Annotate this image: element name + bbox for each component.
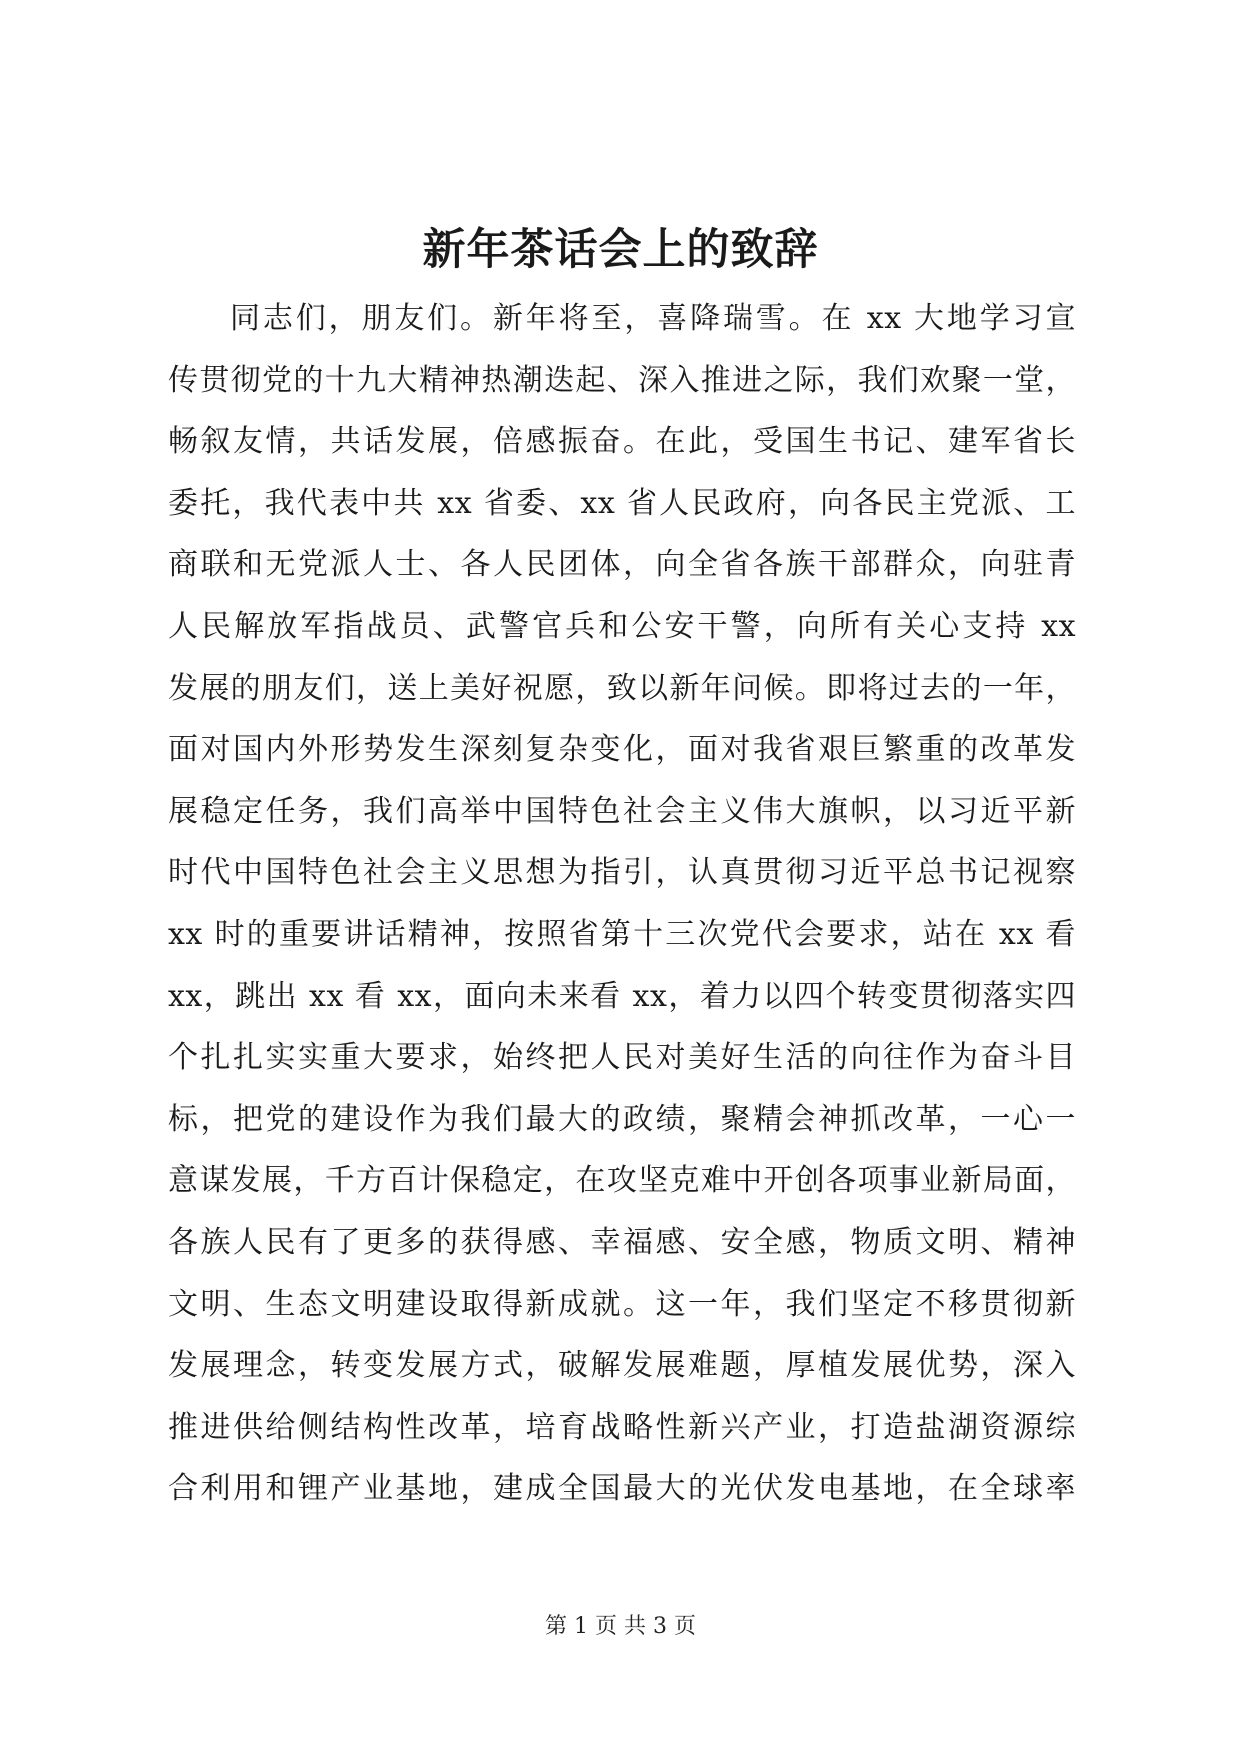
- text-line: 各族人民有了更多的获得感、幸福感、安全感，物质文明、精神: [168, 1224, 1076, 1260]
- text-line: 商联和无党派人士、各人民团体，向全省各族干部群众，向驻青: [168, 547, 1076, 583]
- text-line: 畅叙友情，共话发展，倍感振奋。在此，受国生书记、建军省长: [168, 424, 1076, 460]
- text-line: 同志们，朋友们。新年将至，喜降瑞雪。在 xx 大地学习宣: [230, 301, 1076, 336]
- text-line: 推进供给侧结构性改革，培育战略性新兴产业，打造盐湖资源综: [168, 1409, 1076, 1445]
- text-line: xx，跳出 xx 看 xx，面向未来看 xx，着力以四个转变贯彻落实四: [168, 978, 1076, 1014]
- text-line: 发展理念，转变发展方式，破解发展难题，厚植发展优势，深入: [168, 1348, 1076, 1384]
- text-line: 合利用和锂产业基地，建成全国最大的光伏发电基地，在全球率: [168, 1471, 1076, 1507]
- text-line: 发展的朋友们，送上美好祝愿，致以新年问候。即将过去的一年，: [168, 670, 1076, 706]
- document-title: 新年茶话会上的致辞: [422, 225, 819, 275]
- text-line: 时代中国特色社会主义思想为指引，认真贯彻习近平总书记视察: [168, 855, 1076, 891]
- body-paragraph: [168, 288, 1076, 1520]
- text-line: 意谋发展，千方百计保稳定，在攻坚克难中开创各项事业新局面，: [168, 1163, 1076, 1199]
- text-line: 标，把党的建设作为我们最大的政绩，聚精会神抓改革，一心一: [168, 1101, 1076, 1137]
- text-line: 文明、生态文明建设取得新成就。这一年，我们坚定不移贯彻新: [168, 1286, 1076, 1322]
- text-line: xx 时的重要讲话精神，按照省第十三次党代会要求，站在 xx 看: [168, 916, 1076, 952]
- page-number-footer: 第 1 页 共 3 页: [545, 1614, 696, 1639]
- text-line: 人民解放军指战员、武警官兵和公安干警，向所有关心支持 xx: [168, 608, 1076, 644]
- text-line: 面对国内外形势发生深刻复杂变化，面对我省艰巨繁重的改革发: [168, 732, 1076, 768]
- text-line: 展稳定任务，我们高举中国特色社会主义伟大旗帜，以习近平新: [168, 793, 1076, 829]
- text-line: 传贯彻党的十九大精神热潮迭起、深入推进之际，我们欢聚一堂，: [168, 362, 1076, 398]
- text-line: 委托，我代表中共 xx 省委、xx 省人民政府，向各民主党派、工: [168, 485, 1076, 521]
- text-line: 个扎扎实实重大要求，始终把人民对美好生活的向往作为奋斗目: [168, 1040, 1076, 1076]
